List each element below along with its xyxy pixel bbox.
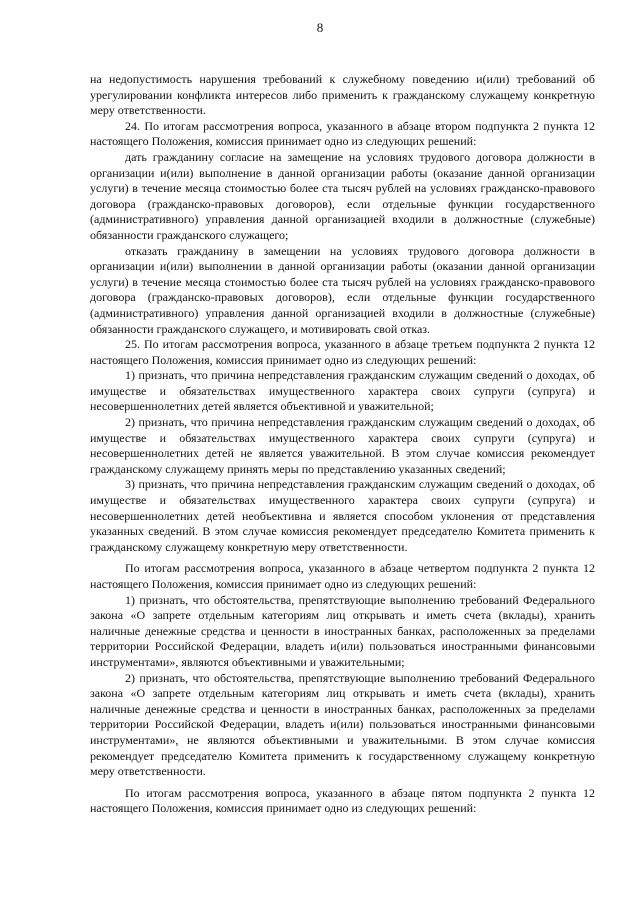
document-body: [90, 72, 595, 817]
paragraph: 24. По итогам рассмотрения вопроса, указанного в абзаце втором подпункта 2 пункта 12 настоящего Положения, комиссия принимает одно из следующих решений:: [90, 118, 595, 149]
paragraph: 3) признать, что причина непредставления гражданским служащим сведений о доходах, об имуществе и обязательствах имущественного характера своих супруги (супруга) и несовершеннолетних детей необъективна и является способом уклонения от представления указанных сведений. В этом случае комиссия рекомендует председателю Комитета применить к гражданскому служащему конкретную меру ответственности.: [90, 477, 595, 554]
paragraph: По итогам рассмотрения вопроса, указанного в абзаце четвертом подпункта 2 пункта 12 настоящего Положения, комиссия принимает одно из следующих решений:: [90, 561, 595, 591]
paragraph: 2) признать, что обстоятельства, препятствующие выполнению требований Федерального закона «О запрете отдельным категориям лиц открывать и иметь счета (вклады), хранить наличные денежные средства и ценности в иностранных банках, расположенных за пределами территории Российской Федерации, владеть и(или) пользоваться иностранными финансовыми инструментами», не являются объективными и уважительными. В этом случае комиссия рекомендует председателю Комитета применить к государственному служащему конкретную меру ответственности.: [90, 670, 595, 779]
paragraph: 1) признать, что причина непредставления гражданским служащим сведений о доходах, об имуществе и обязательствах имущественного характера своих супруги (супруга) и несовершеннолетних детей является объективной и уважительной;: [90, 368, 595, 414]
paragraph: дать гражданину согласие на замещение на условиях трудового договора должности в организации и(или) выполнение в данной организации работы (оказание данной организации услуги) в течение месяца стоимостью более ста тысяч рублей на условиях гражданско-правового договора (гражданско-правовых договоров), если отдельные функции государственного (административного) управления данной организацией входили в должностные (служебные) обязанности гражданского служащего;: [90, 149, 595, 242]
paragraph: 25. По итогам рассмотрения вопроса, указанного в абзаце третьем подпункта 2 пункта 12 настоящего Положения, комиссия принимает одно из следующих решений:: [90, 337, 595, 367]
paragraph: на недопустимость нарушения требований к служебному поведению и(или) требований об урегулировании конфликта интересов либо применить к гражданскому служащему конкретную меру ответственности.: [90, 72, 595, 118]
paragraph: 1) признать, что обстоятельства, препятствующие выполнению требований Федерального закона «О запрете отдельным категориям лиц открывать и иметь счета (вклады), хранить наличные денежные средства и ценности в иностранных банках, расположенных за пределами территории Российской Федерации, владеть и(или) пользоваться иностранными финансовыми инструментами», являются объективными и уважительными;: [90, 592, 595, 669]
paragraph: отказать гражданину в замещении на условиях трудового договора должности в организации и(или) выполнении в данной организации работы (оказании данной организации услуги) в течение месяца стоимостью более ста тысяч рублей на условиях гражданско-правового договора (гражданско-правовых договоров), если отдельные функции государственного (административного) управления данной организацией входили в должностные (служебные) обязанности гражданского служащего, и мотивировать свой отказ.: [90, 243, 595, 336]
page-number: 8: [316, 20, 324, 35]
paragraph: 2) признать, что причина непредставления гражданским служащим сведений о доходах, об имуществе и обязательствах имущественного характера своих супруги (супруга) и несовершеннолетних детей не является уважительной. В этом случае комиссия рекомендует гражданскому служащему принять меры по представлению указанных сведений;: [90, 415, 595, 476]
paragraph: По итогам рассмотрения вопроса, указанного в абзаце пятом подпункта 2 пункта 12 настоящего Положения, комиссия принимает одно из следующих решений:: [90, 785, 595, 816]
